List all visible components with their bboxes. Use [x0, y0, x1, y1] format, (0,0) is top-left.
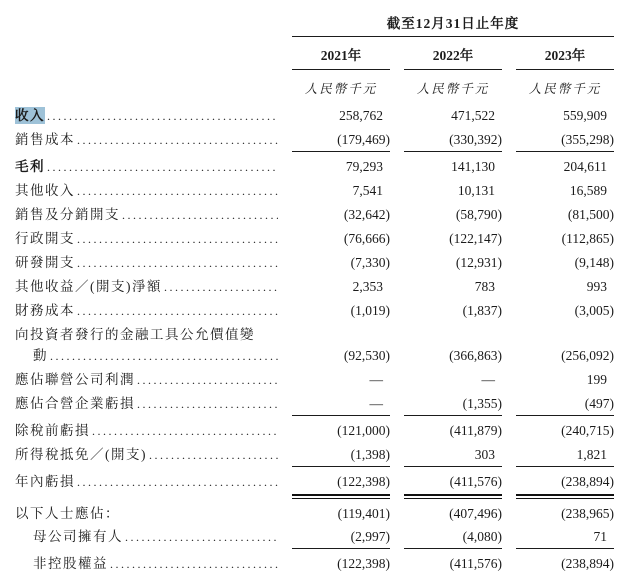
value-text: 303 — [474, 447, 495, 462]
value-2022 — [404, 107, 502, 124]
value-text: (407,496) — [449, 506, 502, 521]
value-text: (32,642) — [343, 207, 390, 222]
value-text: (122,147) — [449, 231, 502, 246]
value-text: (355,298) — [561, 132, 614, 147]
table-row — [15, 505, 632, 522]
value-2021 — [292, 230, 390, 247]
value-text: (119,401) — [337, 506, 390, 521]
value-text: 71 — [593, 529, 607, 544]
table-row — [15, 528, 632, 549]
value-text: (1,355) — [462, 396, 502, 411]
value-2021 — [292, 158, 390, 175]
value-2023 — [516, 347, 614, 364]
value-text: (12,931) — [455, 255, 502, 270]
table-row — [15, 555, 632, 572]
table-row — [15, 278, 632, 296]
value-2023 — [516, 422, 614, 439]
table-row — [15, 302, 632, 320]
value-2023 — [516, 230, 614, 247]
dot-leader — [77, 132, 278, 149]
row-label: 行政開支 — [15, 231, 75, 246]
dot-leader — [137, 396, 278, 413]
value-text: (240,715) — [561, 423, 614, 438]
row-label: 其他收益／(開支)淨額 — [15, 279, 162, 294]
value-2021 — [292, 278, 390, 295]
value-2021 — [292, 107, 390, 124]
value-2023 — [516, 395, 614, 416]
table-body — [15, 107, 632, 572]
table-row — [15, 395, 632, 416]
value-text: (92,530) — [343, 348, 390, 363]
row-label: 財務成本 — [15, 303, 75, 318]
dot-leader — [125, 529, 278, 546]
value-text: 1,821 — [576, 447, 607, 462]
row-label: 動 — [33, 348, 48, 363]
value-text: 204,611 — [563, 159, 607, 174]
table-row — [15, 230, 632, 248]
value-2023 — [516, 302, 614, 319]
table-row — [15, 347, 632, 365]
value-2022 — [404, 446, 502, 467]
value-2021 — [292, 182, 390, 199]
table-row — [15, 131, 632, 152]
value-2022 — [404, 131, 502, 152]
value-text: (121,000) — [337, 423, 390, 438]
dot-leader — [77, 183, 278, 200]
value-text: (122,398) — [337, 556, 390, 571]
row-label: 收入 — [15, 108, 45, 123]
year-column-2022: 2022年 — [404, 44, 502, 70]
value-text: 471,522 — [451, 108, 495, 123]
value-2021 — [292, 505, 390, 522]
value-2021 — [292, 254, 390, 271]
value-text: (81,500) — [567, 207, 614, 222]
dot-leader — [110, 556, 278, 572]
value-text: (1,837) — [462, 303, 502, 318]
value-text: (238,894) — [561, 474, 614, 489]
row-label: 母公司擁有人 — [33, 529, 123, 544]
value-text: (3,005) — [574, 303, 614, 318]
dot-leader — [77, 303, 278, 320]
value-2023 — [516, 555, 614, 572]
value-2022 — [404, 206, 502, 223]
dot-leader — [164, 279, 278, 296]
value-text: — — [369, 372, 383, 387]
year-column-2021: 2021年 — [292, 44, 390, 70]
period-header-row — [15, 12, 632, 37]
table-row — [15, 371, 632, 389]
value-2023 — [516, 371, 614, 388]
dot-leader — [122, 207, 278, 224]
table-row — [15, 422, 632, 440]
value-2022 — [404, 182, 502, 199]
dot-leader — [137, 372, 278, 389]
unit-label-2023: 人民幣千元 — [528, 82, 602, 96]
table-row — [15, 182, 632, 200]
dot-leader — [47, 108, 278, 125]
value-2022 — [404, 278, 502, 295]
dot-leader — [77, 474, 278, 491]
value-2022 — [404, 302, 502, 319]
row-label: 應佔合營企業虧損 — [15, 396, 135, 411]
value-text: (7,330) — [350, 255, 390, 270]
value-text: (256,092) — [561, 348, 614, 363]
value-2021 — [292, 395, 390, 416]
value-2023 — [516, 107, 614, 124]
value-text: (366,863) — [449, 348, 502, 363]
value-2021 — [292, 206, 390, 223]
value-2023 — [516, 131, 614, 152]
value-text: (330,392) — [449, 132, 502, 147]
table-row — [15, 206, 632, 224]
value-text: (122,398) — [337, 474, 390, 489]
value-text: 7,541 — [352, 183, 383, 198]
value-text: 79,293 — [345, 159, 383, 174]
value-text: 258,762 — [339, 108, 383, 123]
value-2022 — [404, 555, 502, 572]
value-text: — — [369, 396, 383, 411]
dot-leader — [47, 159, 278, 176]
value-text: (1,398) — [350, 447, 390, 462]
value-text: (9,148) — [574, 255, 614, 270]
value-2022 — [404, 254, 502, 271]
currency-unit-row — [15, 79, 632, 97]
table-row-label-line — [15, 326, 632, 343]
value-text: 141,130 — [451, 159, 495, 174]
value-2021 — [292, 347, 390, 364]
dot-leader — [92, 423, 278, 440]
value-text: 559,909 — [563, 108, 607, 123]
value-2021 — [292, 446, 390, 467]
value-text: (58,790) — [455, 207, 502, 222]
dot-leader — [77, 255, 278, 272]
row-label: 所得稅抵免／(開支) — [15, 447, 147, 462]
value-2023 — [516, 505, 614, 522]
value-2023 — [516, 158, 614, 175]
value-2022 — [404, 158, 502, 175]
value-2022 — [404, 473, 502, 496]
table-row — [15, 254, 632, 272]
table-row — [15, 158, 632, 176]
row-label: 除稅前虧損 — [15, 423, 90, 438]
value-text: (179,469) — [337, 132, 390, 147]
value-text: 10,131 — [457, 183, 495, 198]
value-text: 16,589 — [569, 183, 607, 198]
year-column-2023: 2023年 — [516, 44, 614, 70]
value-2022 — [404, 371, 502, 388]
value-text: (2,997) — [350, 529, 390, 544]
table-row — [15, 107, 632, 125]
value-2023 — [516, 278, 614, 295]
row-label: 銷售成本 — [15, 132, 75, 147]
value-text: 199 — [586, 372, 607, 387]
unit-label-2022: 人民幣千元 — [416, 82, 490, 96]
year-header-row — [15, 44, 632, 70]
value-text: (76,666) — [343, 231, 390, 246]
value-text: 993 — [586, 279, 607, 294]
value-2023 — [516, 254, 614, 271]
value-2021 — [292, 371, 390, 388]
unit-label-2021: 人民幣千元 — [304, 82, 378, 96]
row-label: 年內虧損 — [15, 474, 75, 489]
row-label: 以下人士應佔： — [15, 506, 120, 521]
row-label: 其他收入 — [15, 183, 75, 198]
value-text: (497) — [584, 396, 614, 411]
value-text: (238,965) — [561, 506, 614, 521]
value-2021 — [292, 131, 390, 152]
value-2022 — [404, 505, 502, 522]
value-2023 — [516, 182, 614, 199]
value-text: 2,353 — [352, 279, 383, 294]
value-2022 — [404, 528, 502, 549]
value-2023 — [516, 446, 614, 467]
value-2021 — [292, 528, 390, 549]
value-text: (411,576) — [449, 474, 502, 489]
value-2023 — [516, 473, 614, 496]
row-label: 向投資者發行的金融工具公允價值變 — [15, 327, 255, 342]
value-2021 — [292, 473, 390, 496]
value-2021 — [292, 555, 390, 572]
value-2022 — [404, 230, 502, 247]
value-text: (4,080) — [462, 529, 502, 544]
row-label: 應佔聯營公司利潤 — [15, 372, 135, 387]
dot-leader — [77, 231, 278, 248]
dot-leader — [149, 447, 278, 464]
value-2021 — [292, 422, 390, 439]
period-header: 截至12月31日止年度 — [292, 12, 614, 37]
row-label: 銷售及分銷開支 — [15, 207, 120, 222]
value-text: (1,019) — [350, 303, 390, 318]
row-label: 毛利 — [15, 159, 45, 174]
value-2023 — [516, 206, 614, 223]
value-2022 — [404, 347, 502, 364]
value-text: 783 — [474, 279, 495, 294]
table-row — [15, 473, 632, 496]
value-2022 — [404, 422, 502, 439]
value-text: (411,576) — [449, 556, 502, 571]
value-text: (238,894) — [561, 556, 614, 571]
value-text: (411,879) — [449, 423, 502, 438]
row-label: 研發開支 — [15, 255, 75, 270]
value-2023 — [516, 528, 614, 549]
row-label: 非控股權益 — [33, 556, 108, 571]
value-2022 — [404, 395, 502, 416]
table-row — [15, 446, 632, 467]
value-text: — — [481, 372, 495, 387]
value-2021 — [292, 302, 390, 319]
value-text: (112,865) — [561, 231, 614, 246]
dot-leader — [50, 348, 278, 365]
